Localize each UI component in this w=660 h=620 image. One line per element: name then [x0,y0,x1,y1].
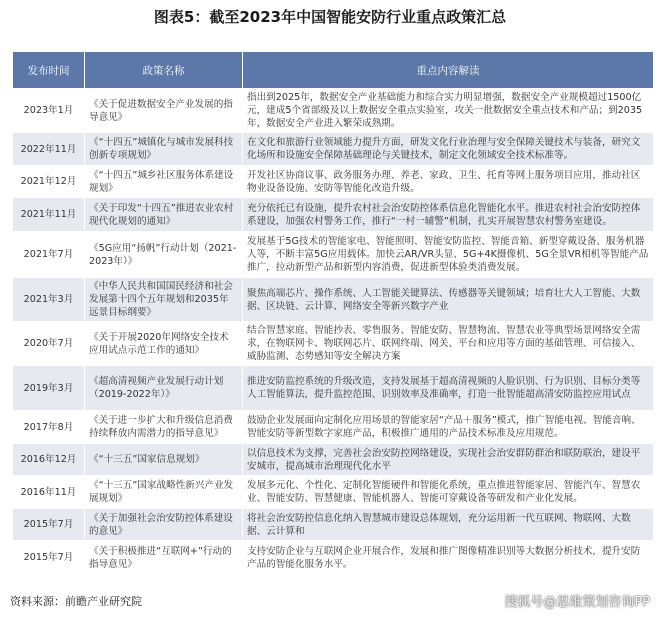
row-content: 鼓励企业发展面向定制化应用场景的智能家居“产品＋服务”模式，推广智能电视、智能音响、智能安防等新型数字家庭产品，积极推广通用的产品技术标准及应用规范。 [243,411,654,444]
table-row [13,476,654,509]
row-date: 2015年7月 [13,541,85,575]
row-date: 2016年11月 [13,476,85,509]
row-date: 2019年3月 [13,366,85,411]
row-content: 推进安防监控系统的升级改造，支持发展基于超高清视频的人脸识别、行为识别、目标分类等人工智能算法，提升监控范围、识别效率及准确率，打造一批智能超高清安防监控应用试点 [243,366,654,411]
table-row [13,278,654,322]
row-policy-name: 《5G应用“扬帆”行动计划（2021-2023年）》 [85,232,243,278]
row-content: 在文化和旅游行业领域能力提升方面，研发文化行业治理与安全保障关键技术与装备，研究文化场所和设施安全保障基础理论与关键技术，制定文化领域安全技术标准等。 [243,133,654,166]
policy-table [12,51,654,575]
header-content: 重点内容解读 [243,52,654,89]
header-policy-name: 政策名称 [85,52,243,89]
table-row [13,411,654,444]
row-policy-name: 《关于开展2020年网络安全技术应用试点示范工作的通知》 [85,322,243,366]
row-policy-name: 《关于加强社会治安防控体系建设的意见》 [85,509,243,541]
table-row [13,541,654,575]
watermark-text: 搜狐号@思维策划咨询PP [504,595,650,610]
table-row [13,232,654,278]
row-date: 2021年3月 [13,278,85,322]
row-date: 2021年11月 [13,198,85,232]
row-date: 2023年1月 [13,89,85,133]
row-content: 以信息技术为支撑，完善社会治安防控网络建设，实现社会治安群防群治和联防联治，建设平安城市，提高城市治理现代化水平 [243,444,654,476]
row-date: 2017年8月 [13,411,85,444]
row-policy-name: 《关于促进数据安全产业发展的指导意见》 [85,89,243,133]
row-policy-name: 《“十四五”城乡社区服务体系建设规划》 [85,166,243,198]
row-date: 2016年12月 [13,444,85,476]
table-row [13,366,654,411]
row-content: 结合智慧家庭、智能抄表、零售服务、智能安防、智慧物流、智慧农业等典型场景网络安全需求，在物联网卡、物联网芯片、联网终端、网关、平台和应用等方面的基础管理、可信接入、威胁监测、态势感知等安全解决方案 [243,322,654,366]
policy-table-container [12,51,653,575]
row-content: 发展多元化、个性化、定制化智能硬件和智能化系统，重点推进智能家居、智能汽车、智慧农业、智能安防、智慧健康、智能机器人、智能可穿戴设备等研发和产业化发展。 [243,476,654,509]
row-content: 充分依托已有设施，提升农村社会治安防控体系信息化智能化水平。推进农村社会治安防控体系建设，加强农村警务工作，推行“一村一辅警”机制，扎实开展智慧农村警务室建设。 [243,198,654,232]
row-policy-name: 《中华人民共和国国民经济和社会发展第十四个五年规划和2035年远景目标纲要》 [85,278,243,322]
row-date: 2015年7月 [13,509,85,541]
row-date: 2021年12月 [13,166,85,198]
table-row [13,198,654,232]
table-row [13,322,654,366]
table-row [13,444,654,476]
row-policy-name: 《关于进一步扩大和升级信息消费持续释放内需潜力的指导意见》 [85,411,243,444]
row-policy-name: 《超高清视频产业发展行动计划（2019-2022年）》 [85,366,243,411]
table-row [13,166,654,198]
row-content: 支持安防企业与互联网企业开展合作，发展和推广图像精准识别等大数据分析技术，提升安防产品的智能化服务水平。 [243,541,654,575]
table-row [13,133,654,166]
row-content: 聚焦高端芯片、操作系统、人工智能关键算法、传感器等关键领域；培育壮大人工智能、大数据、区块链、云计算、网络安全等新兴数字产业 [243,278,654,322]
table-row [13,89,654,133]
row-content: 将社会治安防控信息化纳入智慧城市建设总体规划，充分运用新一代互联网、物联网、大数据、云计算和 [243,509,654,541]
row-content: 发展基于5G技术的智能家电、智能照明、智能安防监控、智能音箱、新型穿戴设备、服务机器人等，不断丰富5G应用载体。加快云AR/VR头显、5G+4K摄像机、5G全景VR相机等智能产品推广，拉动新型产品和新型内容消费，促进新型体验类消费发展。 [243,232,654,278]
row-date: 2021年7月 [13,232,85,278]
row-date: 2022年11月 [13,133,85,166]
row-date: 2020年7月 [13,322,85,366]
table-row [13,509,654,541]
row-policy-name: 《“十四五”城镇化与城市发展科技创新专项规划》 [85,133,243,166]
row-policy-name: 《关于积极推进“互联网+”行动的指导意见》 [85,541,243,575]
row-content: 开发社区协商议事、政务服务办理、养老、家政、卫生、托育等网上服务项目应用，推动社区物业设备设施、安防等智能化改造升级。 [243,166,654,198]
page-title: 图表5：截至2023年中国智能安防行业重点政策汇总 [153,8,507,26]
source-note: 资料来源：前瞻产业研究院 [10,595,142,608]
row-content: 指出到2025年，数据安全产业基础能力和综合实力明显增强，数据安全产业规模超过1500亿元，建成5个省部级及以上数据安全重点实验室，攻关一批数据安全重点技术和产品；到2035年，数据安全产业进入繁荣成熟期。 [243,89,654,133]
row-policy-name: 《“十三五”国家信息规划》 [85,444,243,476]
row-policy-name: 《关于印发“十四五”推进农业农村现代化规划的通知》 [85,198,243,232]
header-date: 发布时间 [13,52,85,89]
row-policy-name: 《“十三五”国家战略性新兴产业发展规划》 [85,476,243,509]
table-header-row [13,52,654,89]
